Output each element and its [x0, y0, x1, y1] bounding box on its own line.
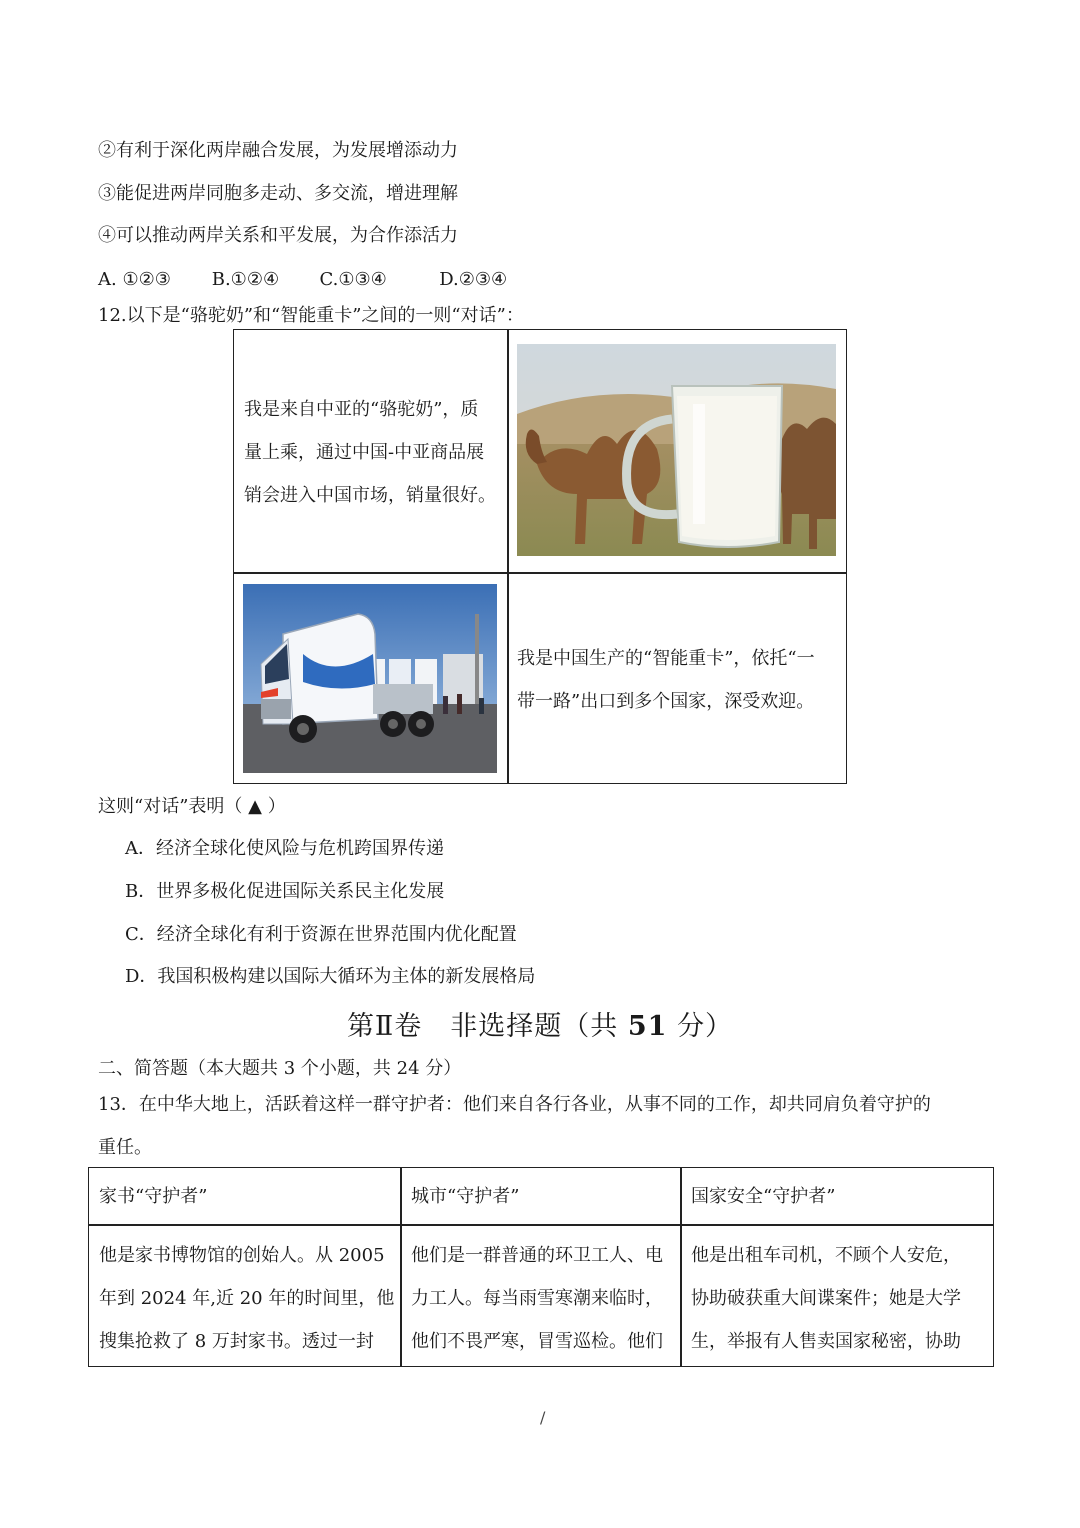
q12-prompt: 这则“对话”表明（ ▲ ） [98, 796, 286, 817]
q12-option-b: B．世界多极化促进国际关系民主化发展 [125, 881, 445, 902]
camel-milk-image [517, 344, 836, 556]
q11-option-a: A. ①②③ [98, 269, 171, 290]
header-city: 城市“守护者” [411, 1186, 520, 1207]
q12-option-a: A．经济全球化使风险与危机跨国界传递 [125, 838, 444, 859]
dialog-table [233, 329, 847, 784]
page-footer-mark: / [540, 1408, 546, 1427]
q11-option-b: B.①②④ [211, 269, 280, 290]
header-family-letters: 家书“守护者” [99, 1186, 208, 1207]
smart-truck-text: 我是中国生产的“智能重卡”，依托“一 带一路”出口到多个国家，深受欢迎。 [517, 648, 815, 712]
camel-milk-text: 我是来自中亚的“骆驼奶”，质 量上乘，通过中国-中亚商品展 销会进入中国市场，销量很好。 [244, 399, 496, 506]
cell-national-security: 他是出租车司机，不顾个人安危， 协助破获重大间谍案件；她是大学 生，举报有人售卖国家秘密，协助 [691, 1245, 961, 1352]
guardians-table [88, 1167, 994, 1367]
statement-4: ④可以推动两岸关系和平发展，为合作添活力 [98, 225, 458, 246]
q11-option-c: C.①③④ [319, 269, 387, 290]
header-national-security: 国家安全“守护者” [691, 1186, 836, 1207]
q12-option-d: D．我国积极构建以国际大循环为主体的新发展格局 [125, 966, 536, 987]
section-subtitle: 二、简答题（本大题共 3 个小题，共 24 分） [98, 1058, 462, 1079]
q11-options [98, 269, 507, 291]
q12-option-c: C．经济全球化有利于资源在世界范围内优化配置 [125, 924, 517, 945]
q12-stem: 12.以下是“骆驼奶”和“智能重卡”之间的一则“对话”： [98, 305, 524, 326]
q13-stem-line1: 13．在中华大地上，活跃着这样一群守护者：他们来自各行各业，从事不同的工作，却共同肩负着守护的 [98, 1094, 931, 1115]
smart-truck-image [243, 584, 497, 773]
statement-2: ②有利于深化两岸融合发展，为发展增添动力 [98, 140, 458, 161]
section-title: 第Ⅱ卷 非选择题（共 51 分） [346, 1011, 734, 1042]
cell-family-letters: 他是家书博物馆的创始人。从 2005 年到 2024 年,近 20 年的时间里，他 搜集抢救了 8 万封家书。透过一封 [99, 1245, 395, 1352]
q11-option-d: D.②③④ [439, 269, 508, 290]
statement-3: ③能促进两岸同胞多走动、多交流，增进理解 [98, 183, 458, 204]
q13-stem-line2: 重任。 [98, 1137, 152, 1158]
cell-city: 他们是一群普通的环卫工人、电 力工人。每当雨雪寒潮来临时， 他们不畏严寒，冒雪巡检。他们 [411, 1245, 663, 1352]
